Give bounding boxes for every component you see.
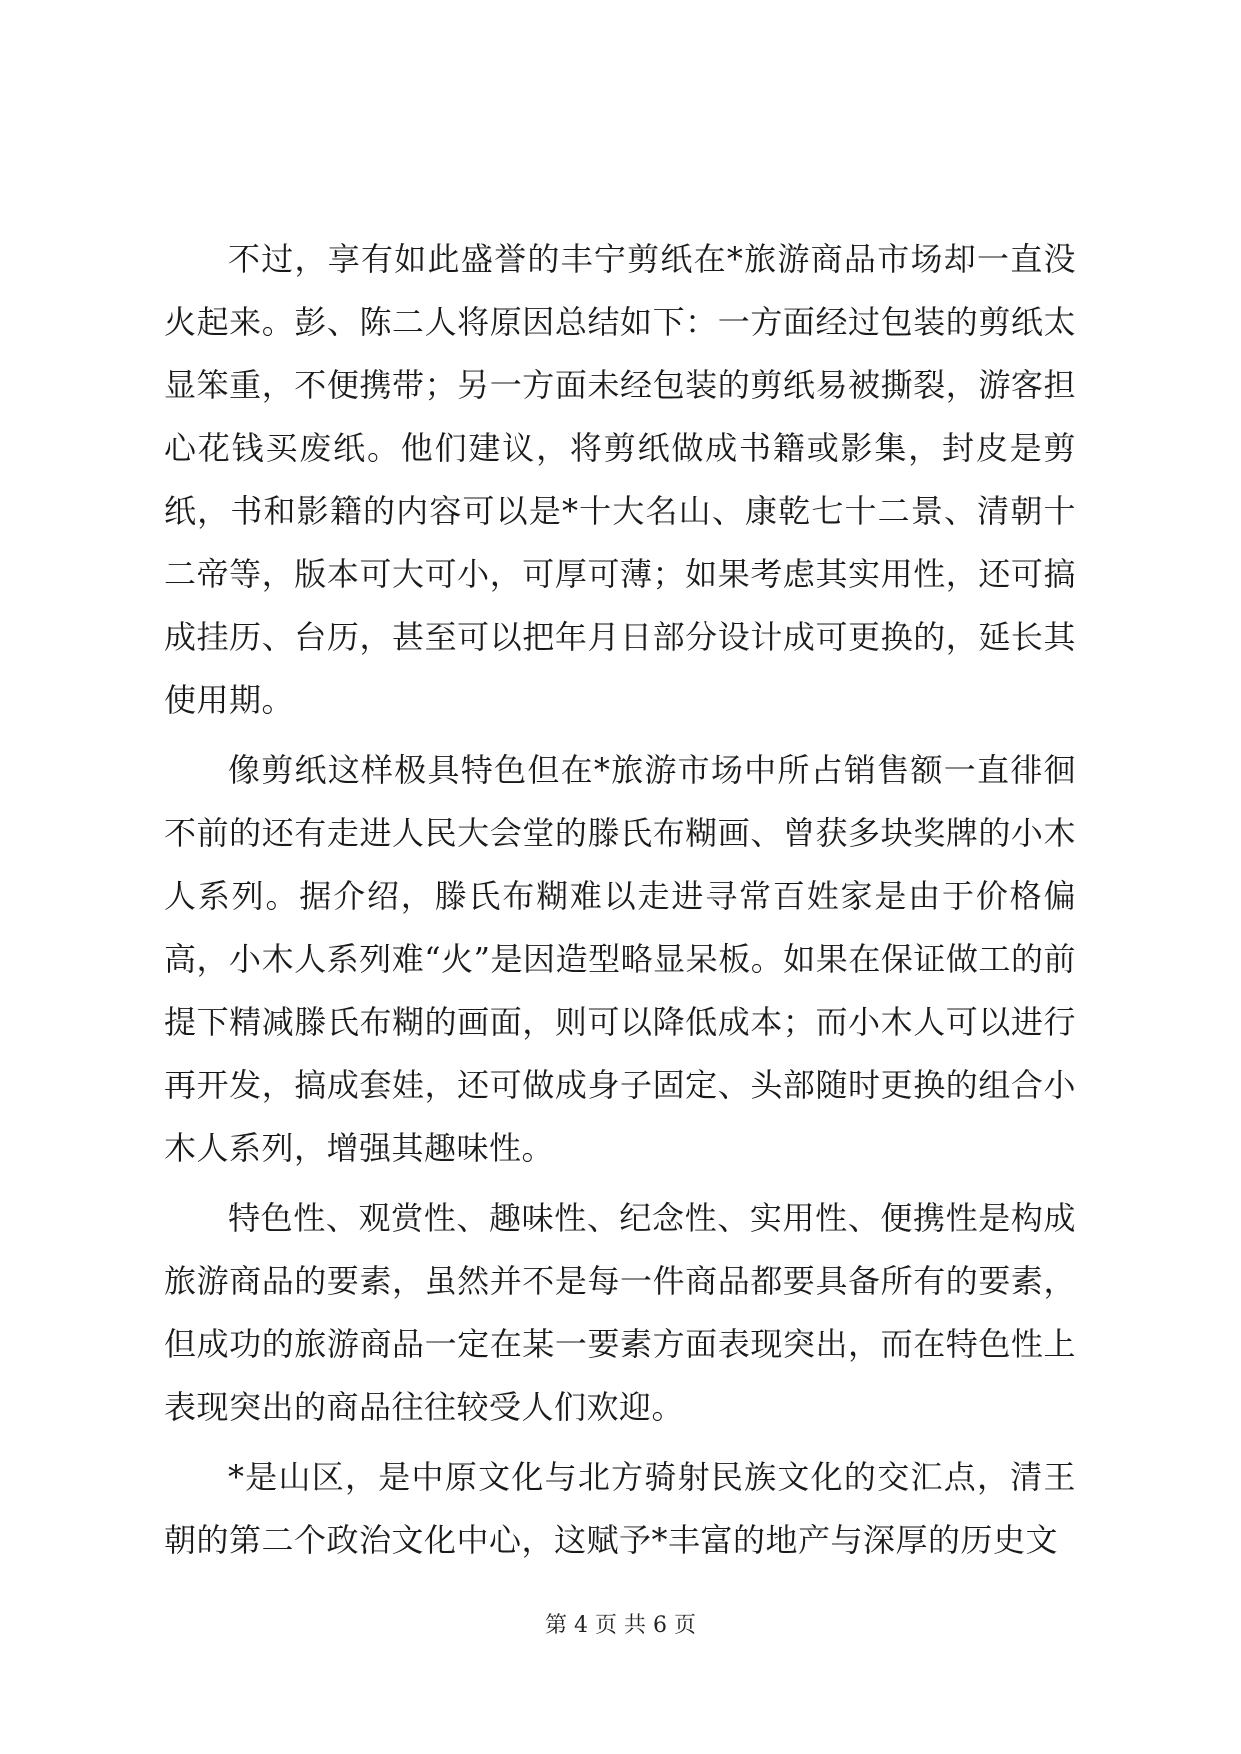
paragraph: *是山区，是中原文化与北方骑射民族文化的交汇点，清王朝的第二个政治文化中心，这赋予*丰富的地产与深厚的历史文 [164, 1458, 1076, 1559]
paragraph: 特色性、观赏性、趣味性、纪念性、实用性、便携性是构成旅游商品的要素，虽然并不是每一件商品都要具备所有的要素，但成功的旅游商品一定在某一要素方面表现突出，而在特色性上表现突出的商品往往较受人们欢迎。 [164, 1199, 1076, 1426]
paragraph: 不过，享有如此盛誉的丰宁剪纸在*旅游商品市场却一直没火起来。彭、陈二人将原因总结如下：一方面经过包装的剪纸太显笨重，不便携带；另一方面未经包装的剪纸易被撕裂，游客担心花钱买废纸。他们建议，将剪纸做成书籍或影集，封皮是剪纸，书和影籍的内容可以是*十大名山、康乾七十二景、清朝十二帝等，版本可大可小，可厚可薄；如果考虑其实用性，还可搞成挂历、台历，甚至可以把年月日部分设计成可更换的，延长其使用期。 [164, 240, 1076, 719]
body-text [164, 228, 1076, 1579]
page-footer: 第 4 页 共 6 页 [545, 1613, 696, 1638]
paragraph: 像剪纸这样极具特色但在*旅游市场中所占销售额一直徘徊不前的还有走进人民大会堂的滕氏布糊画、曾获多块奖牌的小木人系列。据介绍，滕氏布糊难以走进寻常百姓家是由于价格偏高，小木人系列难“火”是因造型略显呆板。如果在保证做工的前提下精减滕氏布糊的画面，则可以降低成本；而小木人可以进行再开发，搞成套娃，还可做成身子固定、头部随时更换的组合小木人系列，增强其趣味性。 [164, 751, 1076, 1167]
